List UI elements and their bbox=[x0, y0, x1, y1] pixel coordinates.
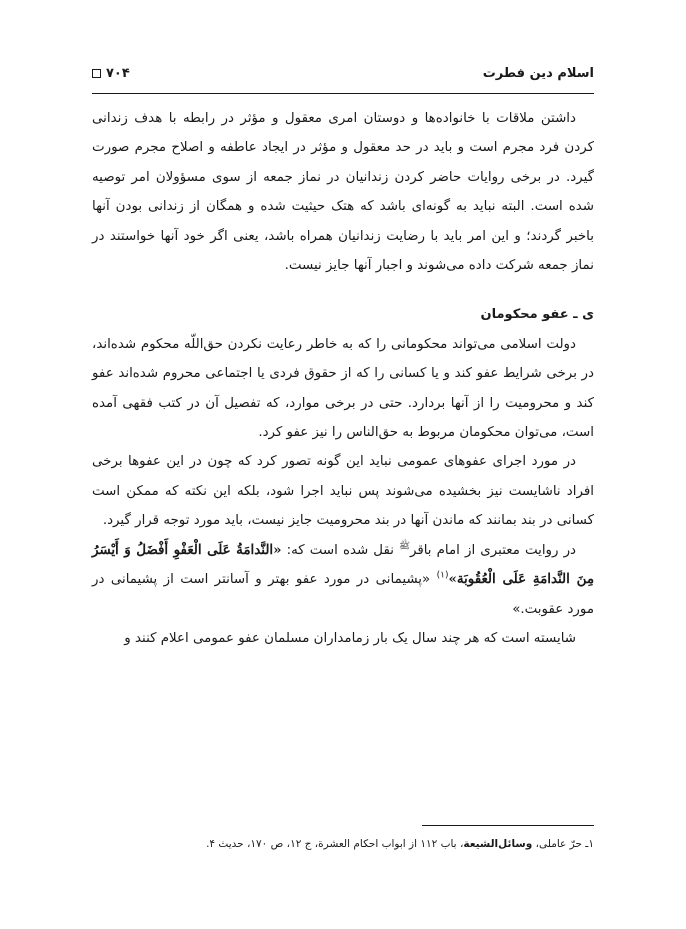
quote-lead: در روایت معتبری از امام باقر bbox=[409, 542, 577, 558]
footnote bbox=[92, 836, 594, 852]
paragraph: دولت اسلامی می‌تواند محکومانی را که به خاطر رعایت نکردن حق‌اللّه محکوم شده‌اند، در برخی شرایط عفو کند و یا کسانی را که از حقوق فردی یا اجتماعی محروم شده‌اند عفو کند و محرومیت را از آنها بردارد. حتی در برخی موارد، که تفصیل آن در کتب فقهی آمده است، می‌توان محکومان مربوط به حق‌الناس را نیز عفو کرد. bbox=[92, 336, 594, 441]
footnote-prefix: ۱ـ حرّ عاملی، bbox=[532, 838, 594, 850]
footnote-reference: (۱) bbox=[436, 570, 449, 581]
header-rule bbox=[92, 93, 594, 94]
section-heading: ی ـ عفو محکومان bbox=[480, 307, 594, 323]
paragraph: داشتن ملاقات با خانواده‌ها و دوستان امری معقول و مؤثر در رابطه با هدف زندانی کردن فرد مجرم است و باید در حد معقول و مؤثر در ایجاد عاطفه و اصلاح مجرم صورت گیرد. در برخی روایات حاضر کردن زندانیان در نماز جمعه از سوی مسؤولان امر توصیه شده است. البته نباید به گونه‌ای باشد که هتک حیثیت شده و همگان از زندانی بودن آنها باخبر گردند؛ و این امر باید با رضایت زندانیان همراه باشد، یعنی اگر خود آنها خواستند در نماز جمعه شرکت داده می‌شوند و اجبار آنها جایز نیست. bbox=[92, 111, 594, 274]
quote-mid: نقل شده است که: bbox=[281, 542, 400, 558]
page-number-group bbox=[92, 66, 130, 81]
arabic-hadith: «النَّدامَةُ عَلَى الْعَفْوِ أَفْضَلُ وَ أَيْسَرُ مِنَ النَّدامَةِ عَلَى الْعُقُوبَة» bbox=[92, 541, 594, 588]
quote-paragraph bbox=[92, 536, 594, 624]
footnote-citation: ، باب ۱۱۲ از ابواب احکام العشرة، ج ۱۲، ص ۱۷۰، حدیث ۴. bbox=[206, 838, 464, 850]
hadith-translation: «پشیمانی در مورد عفو بهتر و آسانتر است از پشیمانی در مورد عقوبت.» bbox=[92, 572, 594, 617]
paragraph: در مورد اجرای عفوهای عمومی نباید این گونه تصور کرد که چون در این عفوها برخی افراد ناشایست نیز بخشیده می‌شوند پس نباید اجرا شود، بلکه این نکته که ممکن است کسانی در بند بمانند که ماندن آنها در بند محرومیت جایز نیست، باید مورد توجه قرار گیرد. bbox=[92, 454, 594, 529]
running-title: اسلام دین فطرت bbox=[482, 66, 594, 81]
body-text bbox=[92, 104, 594, 653]
page-number: ۷۰۴ bbox=[106, 66, 130, 81]
footnote-book-title: وسائل‌الشیعة bbox=[463, 838, 533, 850]
square-bullet-icon bbox=[92, 69, 101, 78]
section-spacer bbox=[92, 280, 594, 300]
paragraph: شایسته است که هر چند سال یک بار زمامداران مسلمان عفو عمومی اعلام کنند و bbox=[124, 630, 576, 646]
honorific-mark: ﷺ bbox=[399, 541, 410, 552]
footnote-rule bbox=[422, 825, 594, 826]
page-header bbox=[92, 64, 594, 88]
